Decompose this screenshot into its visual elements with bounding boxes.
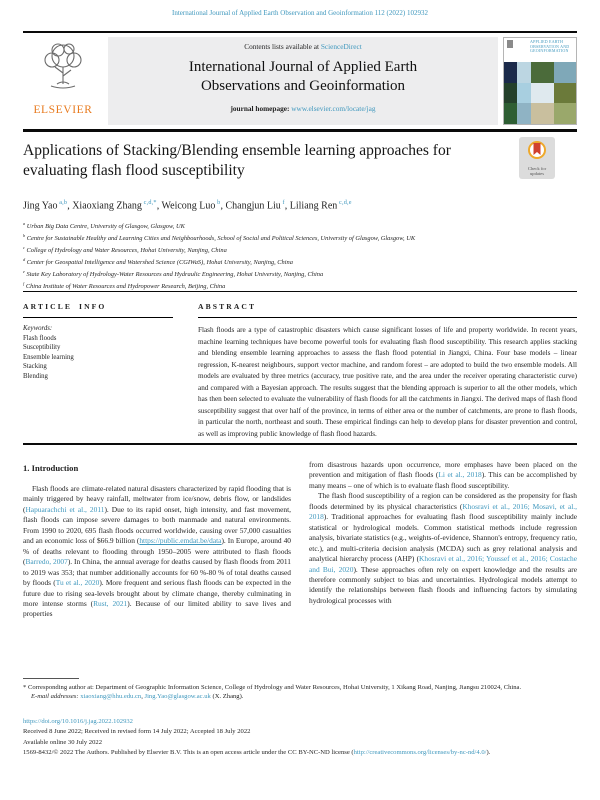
text-segment: Weicong Luo (161, 200, 216, 212)
journal-title (108, 58, 498, 96)
inline-link[interactable]: c,d,* (141, 199, 157, 206)
elsevier-wordmark: ELSEVIER (33, 104, 93, 116)
text-segment: ). Because of our limited ability to save lives and properties (23, 598, 291, 619)
affiliation-list (23, 220, 577, 292)
journal-citation: International Journal of Applied Earth Observation and Geoinformation 112 (2022) 102932 (172, 9, 428, 17)
cover-collage-image (504, 62, 576, 124)
inline-link[interactable]: Jing.Yao@glasgow.ac.uk (144, 693, 211, 701)
corresponding-author-note (23, 683, 577, 692)
section-heading: 1. Introduction (23, 463, 79, 473)
text-segment: ). Traditional approaches for evaluating flash flood susceptibility mainly include statistical or hydrological models. Common statistical methods include regression analysis, bivariate statistics (e.g., weights-of-evidence, Shannon's entropy, frequency ratio, etc.), and multi-criteria decision analysis (MCDA) such as grey relational analysis and analytical hierarchy process (AHP) ( (309, 512, 577, 564)
body-paragraph (309, 491, 577, 606)
elsevier-logo[interactable] (23, 37, 103, 125)
badge-label: Check for updates (527, 166, 547, 177)
keyword-item: Blending (23, 372, 48, 380)
inline-link[interactable]: ScienceDirect (320, 42, 362, 51)
keyword-item: Susceptibility (23, 344, 61, 352)
inline-link[interactable]: Khosravi et al., 2016; Mosavi, et al., 2018 (309, 501, 577, 522)
journal-homepage-line[interactable] (108, 104, 498, 113)
affiliation-line: $^c$ College of Hydrology and Water Resources, Hohai University, Nanjing, China (23, 245, 227, 255)
journal-title-line2: Observations and Geoinformation (200, 78, 406, 94)
text-segment: Xiaoxiang Zhang (72, 200, 142, 212)
inline-link[interactable]: http://creativecommons.org/licenses/by-nc-nd/4.0/ (353, 748, 487, 756)
text-segment: ). More frequent and serious flash floods can be expected in the future due to rising sea-levels brought about by climate change, thereby culminating in more intense storms ( (23, 578, 291, 608)
abstract-section (198, 302, 577, 440)
text-segment: ). In Europe, around 40 % of deaths relevant to flooding through 1950–2005 were attributed to flash floods ( (23, 536, 291, 567)
received-dates-line: Received 8 June 2022; Received in revised form 14 July 2022; Accepted 18 July 2022 (23, 728, 251, 736)
available-online-line: Available online 30 July 2022 (23, 738, 102, 746)
body-paragraph (309, 460, 577, 491)
text-segment: , (220, 200, 226, 212)
journal-banner (108, 37, 498, 125)
text-segment: ). Due to its rapid onset, high intensity, and fast movement, flash floods can impose severe damages to both manmade and natural environments. From 1990 to 2020, 695 flash floods occurred worldwide, causing over 57,000 casualties and an economic loss of $66.9 billion ( (23, 504, 292, 546)
abstract-divider (23, 443, 577, 445)
text-segment: E-mail addresses: (31, 693, 81, 701)
inline-link[interactable]: https://public.emdat.be/data (139, 536, 222, 546)
contents-line[interactable] (108, 42, 498, 51)
text-segment: ). (486, 748, 491, 756)
text-segment: , (284, 200, 290, 212)
article-title: Applications of Stacking/Blending ensemble learning approaches for evaluating flash flood susceptibility (23, 142, 451, 179)
inline-link[interactable]: Rust, 2021 (93, 598, 128, 608)
affiliation-line: $^d$ Center for Geospatial Intelligence and Watershed Science (CGIWaS), Hohai University, Nanjing, China (23, 257, 293, 267)
journal-header (23, 37, 577, 125)
text-segment: , (141, 693, 145, 701)
abstract-text: Flash floods are a type of catastrophic disasters which cause significant losses of life and property worldwide. In recent years, machine learning techniques have become powerful tools for evaluating flash flood susceptibility. This research applies stacking and blending ensemble learning approaches to assess the flash flood potential in Jiangxi, China. Four base models – linear regression, K-nearest neighbours, support vector machine, and random forest – are adopted to build the two ensemble models. All models are evaluated by three metrics (accuracy, true positive rate, and the area under the receiver operating characteristic curve) and compared with a Bayesian approach. The results suggest that the blending approach is superior to all the other models, which has then been selected to evaluate the vulnerability of flash floods for all the catchments in Jiangxi. The derived maps of flash flood susceptibility suggest that over half of the province, in terms of either area or the number of catchments, are prone to flash floods, in particular the north, northeast and south. These empirical findings can help to develop plans for disaster prevention and control, as well as improving public knowledge of flash flood hazards. (198, 326, 577, 438)
text-segment: (X. Zhang). (210, 693, 244, 701)
footnote-divider (23, 678, 79, 679)
journal-title-line1: International Journal of Applied Earth (188, 59, 418, 75)
body-column-right (309, 460, 577, 606)
cover-publisher-mark-icon (507, 40, 513, 48)
text-segment: Jing Yao (23, 200, 58, 212)
affiliation-line: $^f$ China Institute of Water Resources and Hydropower Research, Beijing, China (23, 281, 226, 291)
text-segment: ). These approaches often rely on expert knowledge and the results are therefore commonly subject to bias and uncertainties. Hydrological models attempt to identify the relationships between flash floods and influencing factors by simulating hydrological processes with (309, 564, 577, 605)
cover-caption: APPLIED EARTH OBSERVATION AND GEOINFORMATION (530, 39, 570, 53)
text-segment: 1569-8432/© 2022 The Authors. Published by Elsevier B.V. This is an open access article under the CC BY-NC-ND license ( (23, 748, 354, 756)
body-paragraph (23, 484, 291, 620)
journal-cover-thumbnail[interactable] (503, 37, 577, 125)
inline-link[interactable]: c,d,e (337, 199, 352, 206)
inline-link[interactable]: Tu et al., 2020 (55, 578, 100, 588)
text-segment: * Corresponding author at: Department of Geographic Information Science, College of Hydrology and Water Resources, Hohai University, 1 Xikang Road, Nanjing, Jiangsu 210024, China. (23, 684, 522, 691)
author-list (23, 197, 577, 212)
text-segment: Contents lists available at (244, 42, 321, 51)
text-segment: ). In China, the annual average for deaths caused by flash floods from 2011 to 2019 was 353; that number additionally accounts for 60 %-80 % of total deaths caused by floods ( (23, 557, 291, 588)
inline-link[interactable]: Li et al., 2018 (438, 470, 482, 480)
doi-link[interactable]: https://doi.org/10.1016/j.jag.2022.102932 (23, 718, 133, 725)
abstract-heading: ABSTRACT (198, 302, 577, 318)
text-segment: , (156, 200, 162, 212)
text-segment: ). This can be accomplished by many means – one of which is to evaluate flash flood susceptibility. (309, 470, 577, 490)
text-segment: from disastrous hazards upon occurrence, more emphases have been placed on the prevention and mitigation of flash floods ( (309, 460, 577, 480)
crossmark-icon (526, 148, 548, 165)
affiliation-line: $^a$ Urban Big Data Centre, University of Glasgow, Glasgow, UK (23, 221, 185, 231)
text-segment: Changjun Liu (225, 200, 281, 212)
text-segment: The flash flood susceptibility of a region can be considered as the propensity for flash floods determined by its physical characteristics ( (309, 491, 577, 511)
keywords-block (23, 324, 173, 382)
inline-link[interactable]: f (280, 199, 285, 206)
license-line (23, 748, 577, 758)
text-segment: , (67, 200, 73, 212)
header-divider (23, 129, 577, 132)
inline-link[interactable]: xiaoxiang@hhu.edu.cn (80, 693, 142, 701)
email-addresses-line (23, 692, 577, 701)
text-segment: Liliang Ren (289, 200, 338, 212)
text-segment: journal homepage: (230, 104, 292, 113)
check-for-updates-badge[interactable] (519, 137, 555, 179)
text-segment: Flash floods are climate-related natural disasters characterized by rapid flooding that is mainly triggered by heavy rainfall, meltwater from ice/snow, debris flow, or landslides ( (23, 484, 291, 514)
keyword-item: Ensemble learning (23, 353, 74, 361)
inline-link[interactable]: Khosravi et al., 2016; Youssef et al., 2016; Costache and Bui, 2020 (309, 554, 577, 574)
footnotes-block (23, 683, 577, 702)
body-column-left (23, 463, 291, 620)
keywords-label: Keywords: (23, 325, 53, 332)
affiliation-line: $^e$ State Key Laboratory of Hydrology-Water Resources and Hydraulic Engineering, Hohai University, Nanjing, China (23, 269, 324, 279)
article-info-heading: ARTICLE INFO (23, 302, 173, 318)
inline-link[interactable]: Hapuarachchi et al., 2011 (25, 504, 105, 514)
article-footer (23, 717, 577, 758)
inline-link[interactable]: b (215, 199, 221, 206)
info-divider (23, 291, 577, 292)
inline-link[interactable]: a,b (57, 199, 68, 206)
elsevier-tree-icon (37, 40, 89, 103)
inline-link[interactable]: Barredo, 2007 (25, 557, 68, 567)
keyword-item: Flash floods (23, 334, 57, 342)
inline-link[interactable]: www.elsevier.com/locate/jag (291, 104, 376, 113)
top-divider (23, 31, 577, 33)
affiliation-line: $^b$ Centre for Sustainable Healthy and Learning Cities and Neighbourhoods, School of Social and Political Sciences, University of Glasgow, Glasgow, UK (23, 233, 416, 243)
article-info-section (23, 302, 173, 382)
keyword-item: Stacking (23, 363, 47, 371)
